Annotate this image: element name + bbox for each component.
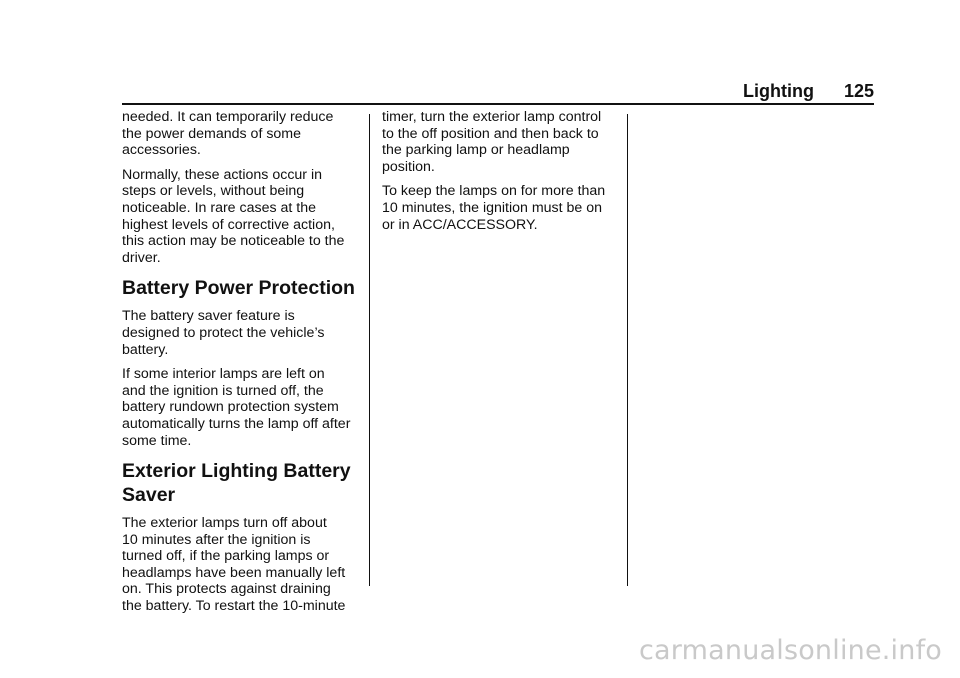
watermark: carmanualsonline.info — [639, 635, 942, 666]
paragraph: The battery saver feature is designed to protect the vehicle’s battery. — [122, 308, 325, 358]
paragraph: needed. It can temporarily reduce the power demands of some accessories. — [122, 109, 334, 159]
section-heading-exterior-lighting-battery-saver: Exterior Lighting Battery Saver — [122, 460, 351, 507]
text-column-middle — [382, 109, 622, 241]
section-title: Lighting — [742, 81, 814, 101]
paragraph: To keep the lamps on for more than 10 minutes, the ignition must be on or in ACC/ACCESSORY. — [382, 183, 606, 233]
paragraph: timer, turn the exterior lamp control to the off position and then back to the parking lamp or headlamp position. — [382, 109, 602, 175]
paragraph: If some interior lamps are left on and the ignition is turned off, the battery rundown protection system automatically turns the lamp off after some time. — [122, 366, 351, 449]
column-divider — [369, 114, 370, 586]
column-divider — [627, 114, 628, 586]
header-divider — [122, 103, 874, 105]
text-column-left — [122, 109, 366, 623]
page-header — [743, 80, 874, 102]
section-heading-battery-power-protection: Battery Power Protection — [122, 277, 355, 300]
page-number: 125 — [843, 81, 874, 101]
paragraph: The exterior lamps turn off about 10 minutes after the ignition is turned off, if the parking lamps or headlamps have been manually left on. This protects against draining the battery. To restart the 10-minute — [122, 515, 346, 615]
paragraph: Normally, these actions occur in steps or levels, without being noticeable. In rare cases at the highest levels of corrective action, this action may be noticeable to the driver. — [122, 166, 345, 266]
